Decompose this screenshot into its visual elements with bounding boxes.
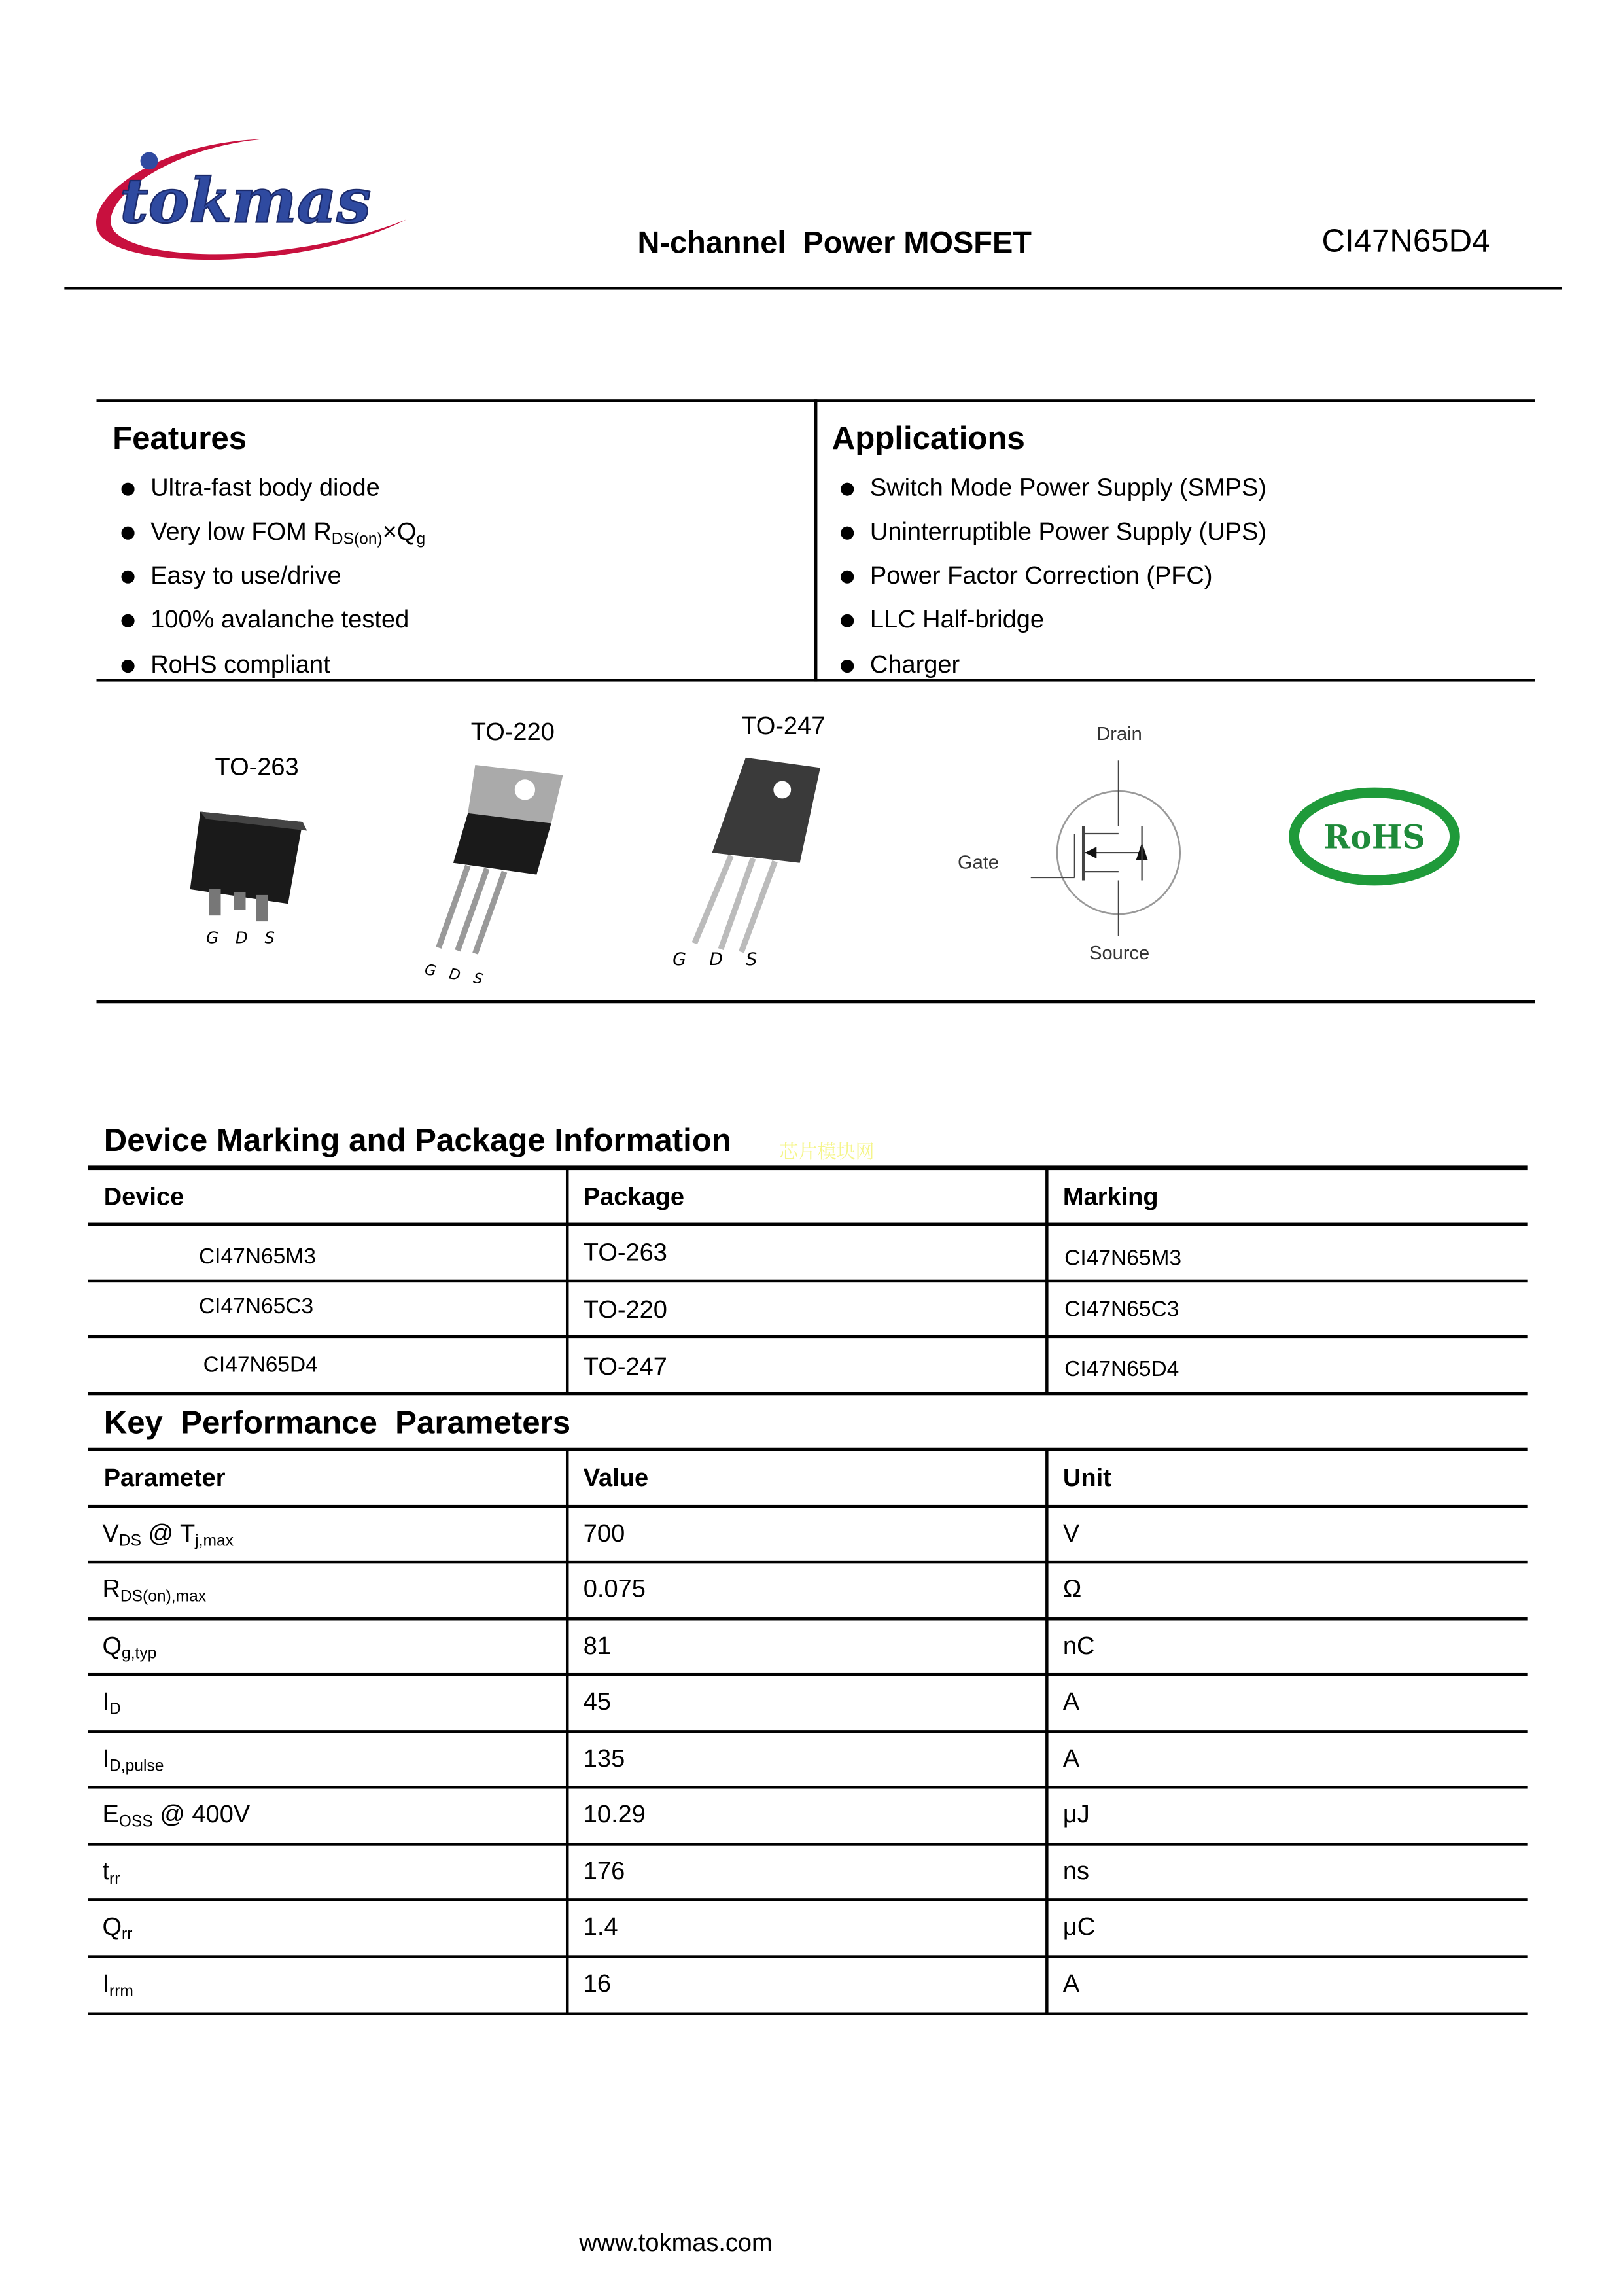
unit-cell: ns [1062,1857,1090,1886]
unit-cell: nC [1062,1632,1095,1660]
packages-bottom-border [97,1000,1535,1003]
to263-label: TO-263 [215,753,299,781]
value-cell: 16 [583,1969,612,1998]
table-border [88,2012,1528,2015]
to247-package-image [665,753,833,980]
value-cell: 176 [583,1857,625,1886]
table-border [88,1617,1528,1620]
value-cell: 81 [583,1632,612,1660]
bullet-icon [841,527,854,540]
features-divider [814,399,817,681]
svg-text:Drain: Drain [1096,723,1142,745]
feature-item: Very low FOM $R_{DS(on)}\times Q_g$ [150,518,425,548]
device-cell: CI47N65D4 [203,1352,318,1378]
package-cell: TO-220 [583,1296,667,1324]
value-cell: 700 [583,1519,625,1547]
to263-package-image [183,804,314,951]
bullet-icon [841,571,854,584]
table-border [88,1392,1528,1395]
feature-item: Easy to use/drive [150,561,341,591]
parameter-cell: $E_{OSS}$ @ 400V [102,1800,251,1831]
feature-item: 100% avalanche tested [150,605,409,635]
unit-cell: μC [1062,1913,1096,1941]
table-border [566,1167,568,1394]
part-number: CI47N65D4 [1321,222,1490,259]
unit-cell: A [1062,1744,1080,1773]
value-cell: 10.29 [583,1800,646,1828]
table-border [88,1561,1528,1563]
application-item: LLC Half-bridge [870,605,1044,635]
logo-text: tokmas [120,165,372,238]
device-cell: CI47N65M3 [198,1245,316,1270]
parameter-cell: $I_D$ [102,1687,121,1719]
table-border [88,1165,1528,1170]
column-header-value: Value [583,1464,649,1492]
table-border [88,1448,1528,1451]
bullet-icon [841,614,854,627]
svg-text:RoHS: RoHS [1323,818,1425,857]
unit-cell: A [1062,1687,1080,1716]
value-cell: 1.4 [583,1913,618,1941]
application-item: Charger [870,651,960,680]
marking-cell: CI47N65M3 [1064,1246,1182,1271]
bullet-icon [122,483,135,496]
svg-text:Gate: Gate [957,852,999,874]
table-border [88,1955,1528,1958]
table-border [1045,1449,1048,2015]
bullet-icon [122,527,135,540]
package-cell: TO-263 [583,1239,667,1267]
bullet-icon [122,660,135,673]
unit-cell: V [1062,1519,1080,1547]
parameter-cell: $Q_{g,typ}$ [102,1632,157,1663]
table-border [88,1505,1528,1508]
column-header-marking: Marking [1062,1183,1159,1211]
mosfet-schematic [951,716,1199,972]
column-header-package: Package [583,1183,685,1211]
svg-text:G D S: G D S [423,961,489,989]
parameter-cell: $I_{rrm}$ [102,1969,133,2001]
to220-package-image [417,758,578,992]
bullet-icon [122,571,135,584]
column-header-device: Device [103,1183,184,1211]
value-cell: 45 [583,1687,612,1716]
package-cell: TO-247 [583,1352,667,1381]
feature-item: RoHS compliant [150,651,330,680]
svg-text:G D S: G D S [206,928,281,947]
table-border [88,1843,1528,1845]
to220-label: TO-220 [470,718,555,746]
tokmas-logo [88,132,417,270]
value-cell: 135 [583,1744,625,1773]
unit-cell: μJ [1062,1800,1090,1828]
table-border [1045,1167,1048,1394]
parameter-cell: $I_{D,pulse}$ [102,1744,164,1776]
application-item: Switch Mode Power Supply (SMPS) [870,474,1266,503]
table-border [88,1223,1528,1226]
unit-cell: A [1062,1969,1080,1998]
parameter-cell: $t_{rr}$ [102,1857,120,1888]
parameter-cell: $Q_{rr}$ [102,1913,133,1944]
marking-cell: CI47N65D4 [1064,1357,1179,1383]
application-item: Power Factor Correction (PFC) [870,561,1213,591]
watermark: 芯片模块网 [779,1142,875,1165]
table-border [88,1673,1528,1676]
table-border [566,1449,568,2015]
bullet-icon [841,660,854,673]
parameter-cell: $R_{DS(on),max}$ [102,1575,207,1606]
feature-item: Ultra-fast body diode [150,474,380,503]
table-border [88,1335,1528,1338]
device-cell: CI47N65C3 [198,1294,314,1320]
footer-url: www.tokmas.com [579,2229,773,2257]
column-header-unit: Unit [1062,1464,1111,1492]
features-heading: Features [113,419,247,457]
marking-heading: Device Marking and Package Information [103,1122,731,1159]
applications-heading: Applications [831,419,1025,457]
marking-cell: CI47N65C3 [1064,1297,1179,1322]
document-title: N-channel Power MOSFET [637,226,1032,260]
table-border [88,1280,1528,1282]
value-cell: 0.075 [583,1575,646,1603]
table-border [88,1730,1528,1733]
rohs-logo [1287,783,1469,892]
parameter-cell: $V_{DS}$ @ $T_{j,max}$ [102,1519,234,1551]
unit-cell: Ω [1062,1575,1082,1603]
table-border [88,1898,1528,1901]
bullet-icon [122,614,135,627]
bullet-icon [841,483,854,496]
table-border [88,1786,1528,1788]
to247-label: TO-247 [741,712,826,740]
application-item: Uninterruptible Power Supply (UPS) [870,518,1266,547]
header-divider [64,287,1562,289]
kpp-heading: Key Performance Parameters [103,1404,571,1441]
column-header-parameter: Parameter [103,1464,226,1492]
svg-text:Source: Source [1089,943,1150,964]
svg-text:G D S: G D S [672,949,766,970]
